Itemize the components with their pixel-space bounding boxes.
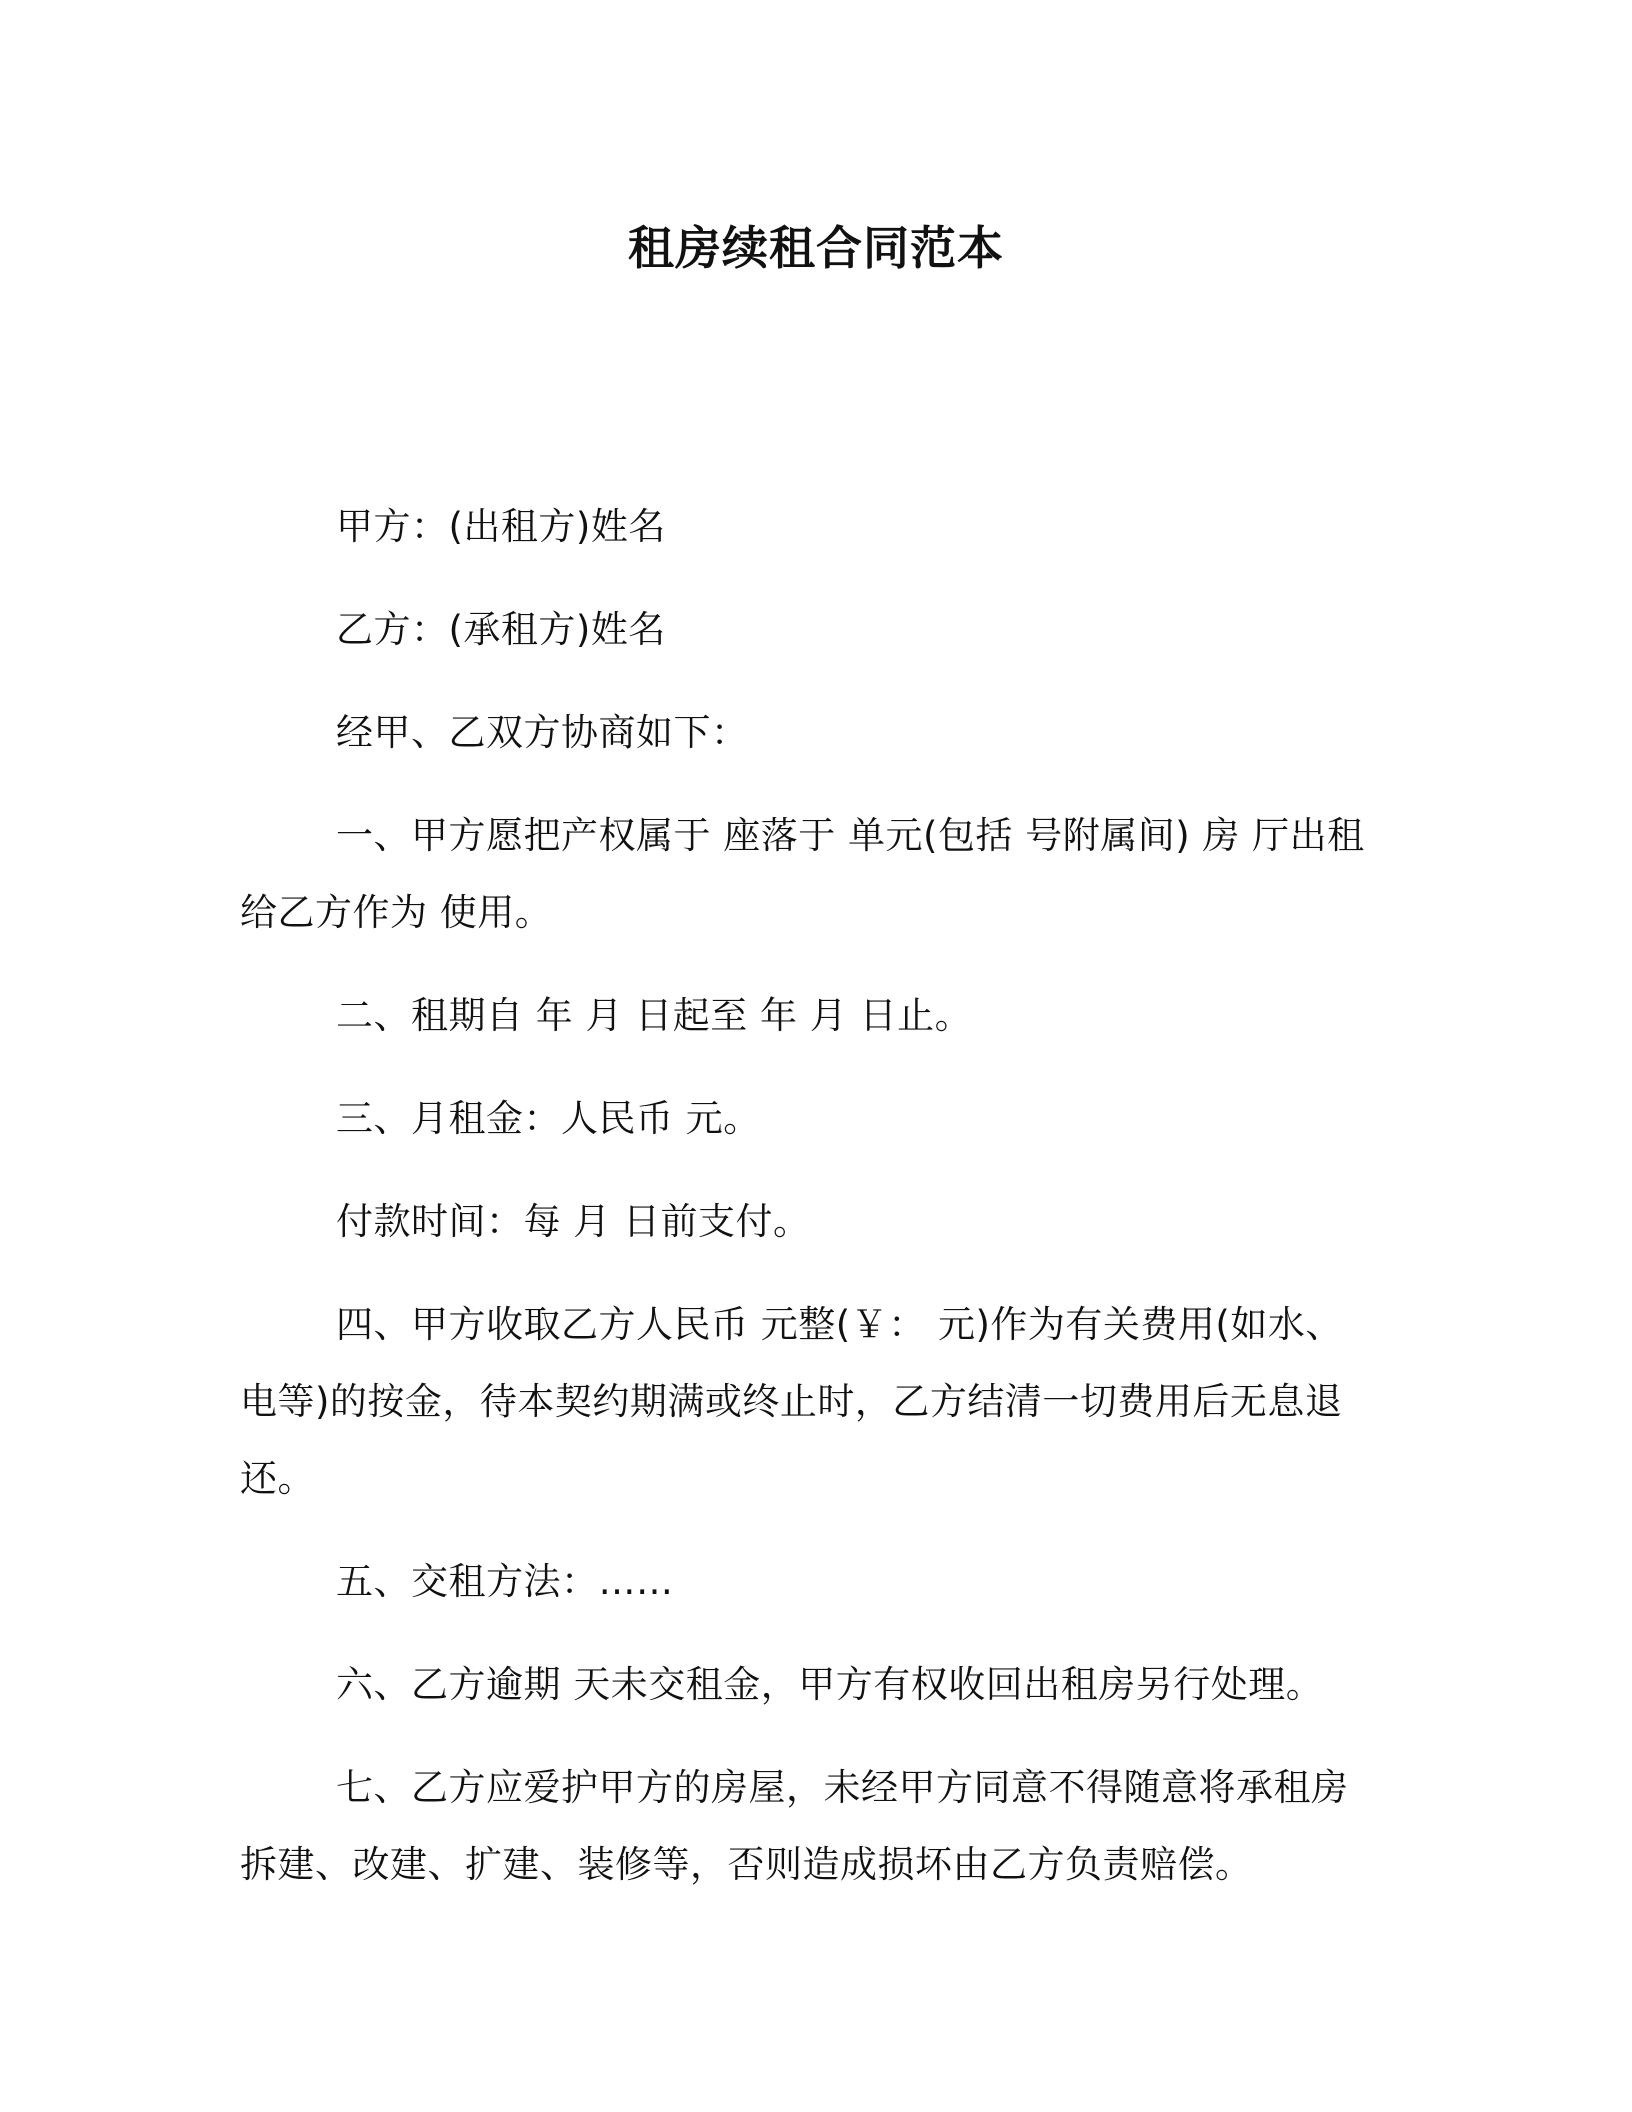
clause-3: 三、月租金：人民币 元。 <box>336 1097 761 1140</box>
clause-6: 六、乙方逾期 天未交租金，甲方有权收回出租房另行处理。 <box>336 1663 1324 1706</box>
clause-2: 二、租期自 年 月 日起至 年 月 日止。 <box>336 994 973 1037</box>
clause-5: 五、交租方法：…… <box>336 1560 674 1603</box>
party-a-line: 甲方：(出租方)姓名 <box>336 505 666 548</box>
payment-time: 付款时间：每 月 日前支付。 <box>336 1200 811 1243</box>
document-title: 租房续租合同范本 <box>628 221 1004 275</box>
clause-1: 一、甲方愿把产权属于 座落于 单元(包括 号附属间) 房 厅出租给乙方作为 使用。 <box>240 814 1365 934</box>
party-b-line: 乙方：(承租方)姓名 <box>336 608 666 651</box>
clause-7: 七、乙方应爱护甲方的房屋，未经甲方同意不得随意将承租房拆建、改建、扩建、装修等，否则造成损坏由乙方负责赔偿。 <box>240 1766 1349 1886</box>
clause-4: 四、甲方收取乙方人民币 元整(￥： 元)作为有关费用(如水、电等)的按金，待本契约期满或终止时，乙方结清一切费用后无息退还。 <box>240 1303 1343 1500</box>
agreement-intro: 经甲、乙双方协商如下： <box>336 711 749 754</box>
document-body <box>240 488 1370 1929</box>
